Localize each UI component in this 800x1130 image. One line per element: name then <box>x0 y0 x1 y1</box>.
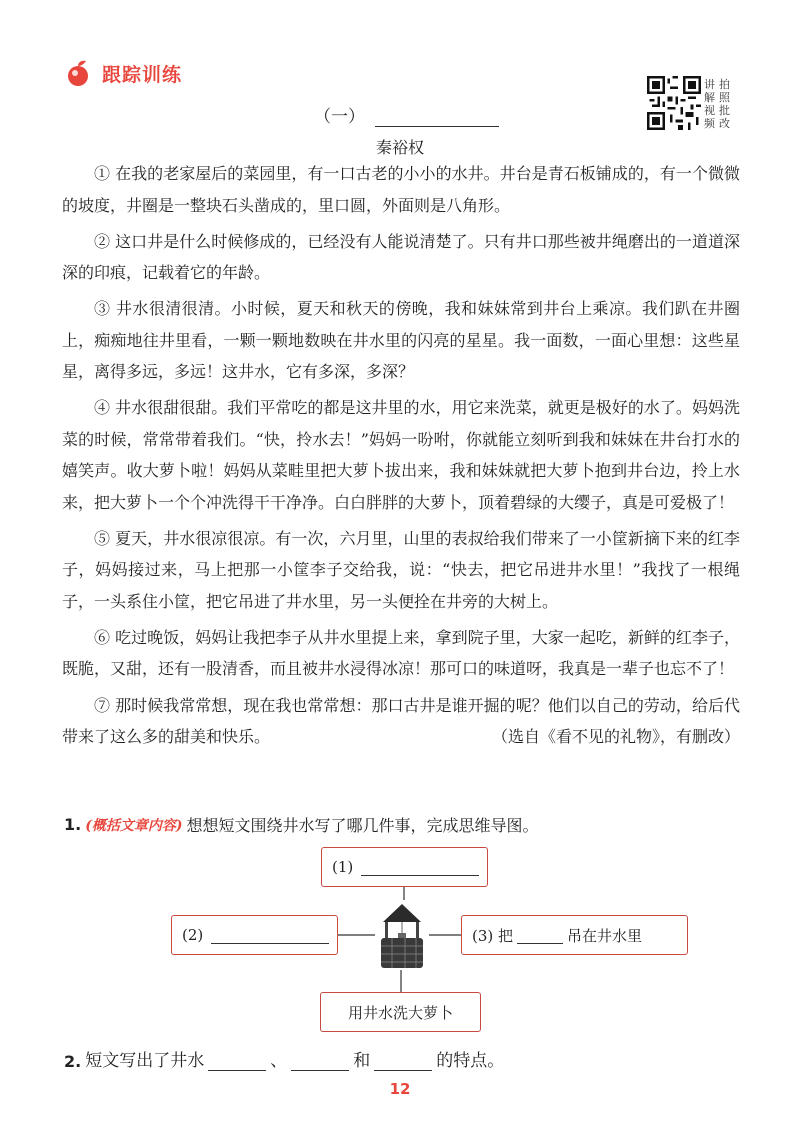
question-1 <box>64 813 538 836</box>
question-number: 1. <box>64 815 82 834</box>
qr-caption: 讲 拍 解 照 视 批 频 改 <box>704 78 730 130</box>
mind-map-box-4: 用井水洗大萝卜 <box>320 992 481 1032</box>
question-tag: (概括文章内容) <box>85 817 183 834</box>
mind-map-box-3[interactable]: (3) 把 吊在井水里 <box>461 915 688 955</box>
answer-blank[interactable] <box>291 1052 349 1071</box>
page-number: 12 <box>389 1080 411 1098</box>
question-number: 2. <box>64 1052 82 1071</box>
answer-blank[interactable] <box>361 859 479 876</box>
paragraph: ① 在我的老家屋后的菜园里，有一口古老的小小的水井。井台是青石板铺成的，有一个微微的坡度，井圈是一整块石头凿成的，里口圆，外面则是八角形。 <box>62 164 740 215</box>
section-header <box>64 58 182 88</box>
section-header-title: 跟踪训练 <box>102 63 183 86</box>
sprout-bubble-icon <box>64 58 94 88</box>
answer-blank[interactable] <box>208 1052 266 1071</box>
article-author: 秦裕权 <box>375 138 424 157</box>
paragraph: ⑤ 夏天，井水很凉很凉。有一次，六月里，山里的表叔给我们带来了一小筐新摘下来的红李子，妈妈接过来，马上把那一小筐李子交给我，说：“快去，把它吊进井水里！”我找了一根绳子，一头系住小筐，把它吊进了井水里，另一头便拴在井旁的大树上。 <box>62 528 740 611</box>
paragraph: ② 这口井是什么时候修成的，已经没有人能说清楚了。只有井口那些被井绳磨出的一道道深深的印痕，记载着它的年龄。 <box>62 231 740 283</box>
article-body <box>62 158 740 757</box>
qr-code-icon[interactable] <box>647 76 701 130</box>
article-title <box>314 102 499 127</box>
paragraph-last: ⑦ 那时候我常常想，现在我也常常想：那口古井是谁开掘的呢？他们以自己的劳动，给后代带来了这么多的甜美和快乐。 （选自《看不见的礼物》，有删改） <box>62 690 740 753</box>
mind-map-box-2[interactable]: (2) <box>171 915 338 955</box>
answer-blank[interactable] <box>517 927 563 944</box>
article-source: （选自《看不见的礼物》，有删改） <box>491 727 740 747</box>
paragraph: ③ 井水很清很清。小时候，夏天和秋天的傍晚，我和妹妹常到井台上乘凉。我们趴在井圈上，痴痴地往井里看，一颗一颗地数映在井水里的闪亮的星星。我一面数，一面心里想：这些星星，离得多远，多远！这井水，它有多深，多深？ <box>62 299 740 382</box>
question-2: 2. 短文写出了井水 、 和 的特点。 <box>64 1051 505 1071</box>
mind-map-box-1[interactable]: (1) <box>321 847 488 887</box>
well-icon <box>375 900 429 970</box>
paragraph: ④ 井水很甜很甜。我们平常吃的都是这井里的水，用它来洗菜，就更是极好的水了。妈妈洗菜的时候，常常带着我们。“快，拎水去！”妈妈一吩咐，你就能立刻听到我和妹妹在井台打水的嬉笑声。收大萝卜啦！妈妈从菜畦里把大萝卜拔出来，我和妹妹就把大萝卜抱到井台边，拎上水来，把大萝卜一个个冲洗得干干净净。白白胖胖的大萝卜，顶着碧绿的大缨子，真是可爱极了！ <box>62 398 740 512</box>
answer-blank[interactable] <box>211 927 329 944</box>
answer-blank[interactable] <box>374 1052 432 1071</box>
paragraph: ⑥ 吃过晚饭，妈妈让我把李子从井水里提上来，拿到院子里，大家一起吃，新鲜的红李子，既脆，又甜，还有一股清香，而且被井水浸得冰凉！那可口的味道呀，我真是一辈子也忘不了！ <box>62 627 740 679</box>
article-number: （一） <box>314 107 365 127</box>
title-answer-blank[interactable] <box>375 108 499 127</box>
question-text: 想想短文围绕井水写了哪几件事，完成思维导图。 <box>186 816 539 835</box>
